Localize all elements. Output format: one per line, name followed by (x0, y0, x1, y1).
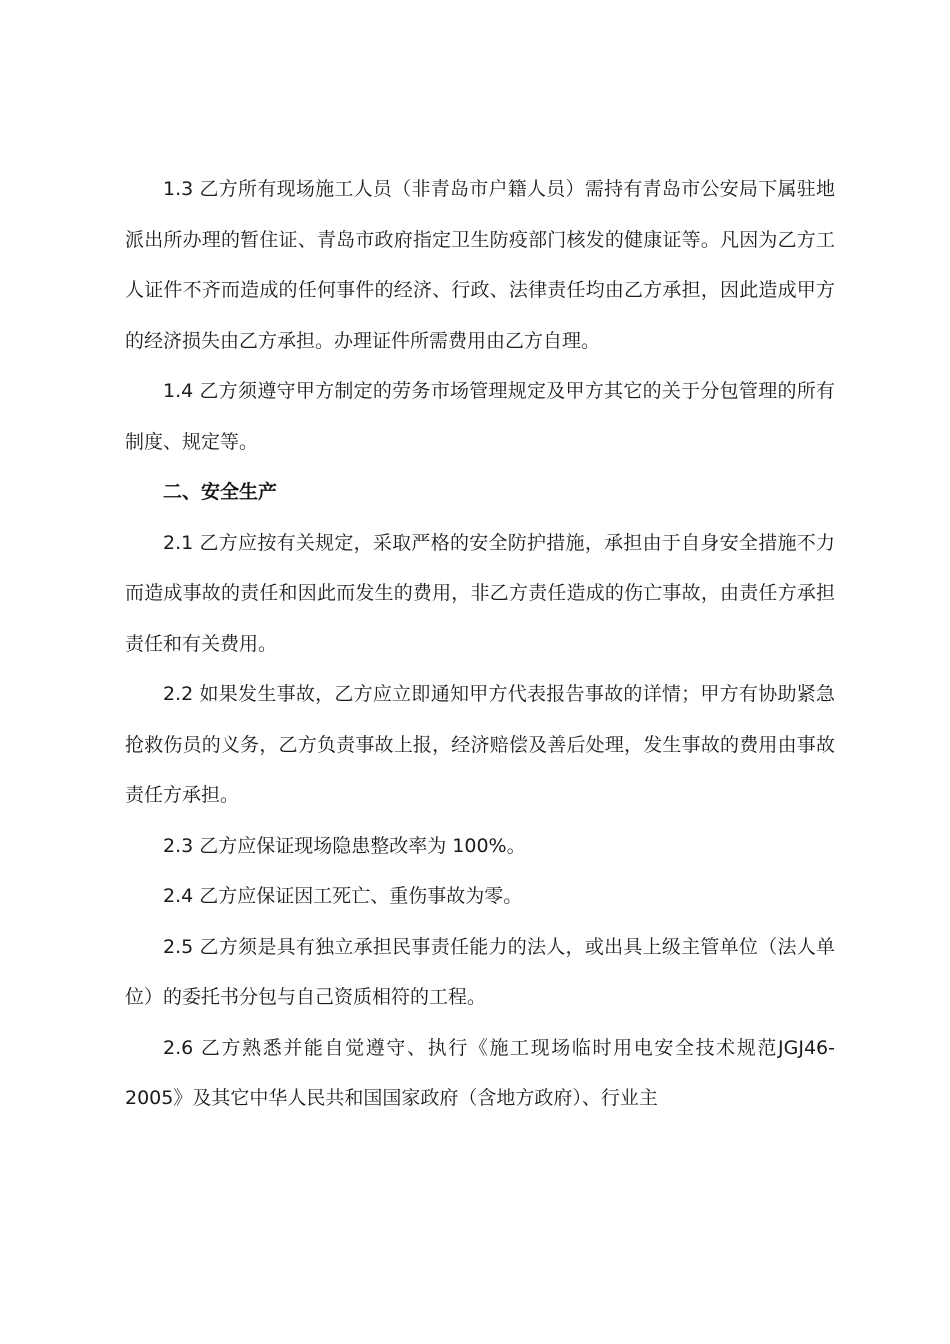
paragraph-2-3: 2.3 乙方应保证现场隐患整改率为 100%。 (163, 834, 526, 857)
paragraph-1-4: 1.4 乙方须遵守甲方制定的劳务市场管理规定及甲方其它的关于分包管理的所有制度、规定等。 (125, 380, 835, 453)
paragraph-2-2: 2.2 如果发生事故，乙方应立即通知甲方代表报告事故的详情；甲方有协助紧急抢救伤员的义务，乙方负责事故上报，经济赔偿及善后处理，发生事故的费用由事故责任方承担。 (125, 683, 835, 806)
paragraph-2-5: 2.5 乙方须是具有独立承担民事责任能力的法人，或出具上级主管单位（法人单位）的委托书分包与自己资质相符的工程。 (125, 935, 835, 1008)
paragraph-2-6: 2.6 乙方熟悉并能自觉遵守、执行《施工现场临时用电安全技术规范JGJ46-2005》及其它中华人民共和国国家政府（含地方政府）、行业主 (125, 1036, 835, 1109)
document-body (125, 164, 835, 1124)
paragraph-2-1: 2.1 乙方应按有关规定，采取严格的安全防护措施，承担由于自身安全措施不力而造成事故的责任和因此而发生的费用，非乙方责任造成的伤亡事故，由责任方承担责任和有关费用。 (125, 531, 835, 655)
paragraph-2-4: 2.4 乙方应保证因工死亡、重伤事故为零。 (163, 885, 523, 907)
section-heading-safety: 二、安全生产 (163, 481, 278, 503)
paragraph-1-3: 1.3 乙方所有现场施工人员（非青岛市户籍人员）需持有青岛市公安局下属驻地派出所办理的暂住证、青岛市政府指定卫生防疫部门核发的健康证等。凡因为乙方工人证件不齐而造成的任何事件的经济、行政、法律责任均由乙方承担，因此造成甲方的经济损失由乙方承担。办理证件所需费用由乙方自理。 (125, 178, 835, 352)
